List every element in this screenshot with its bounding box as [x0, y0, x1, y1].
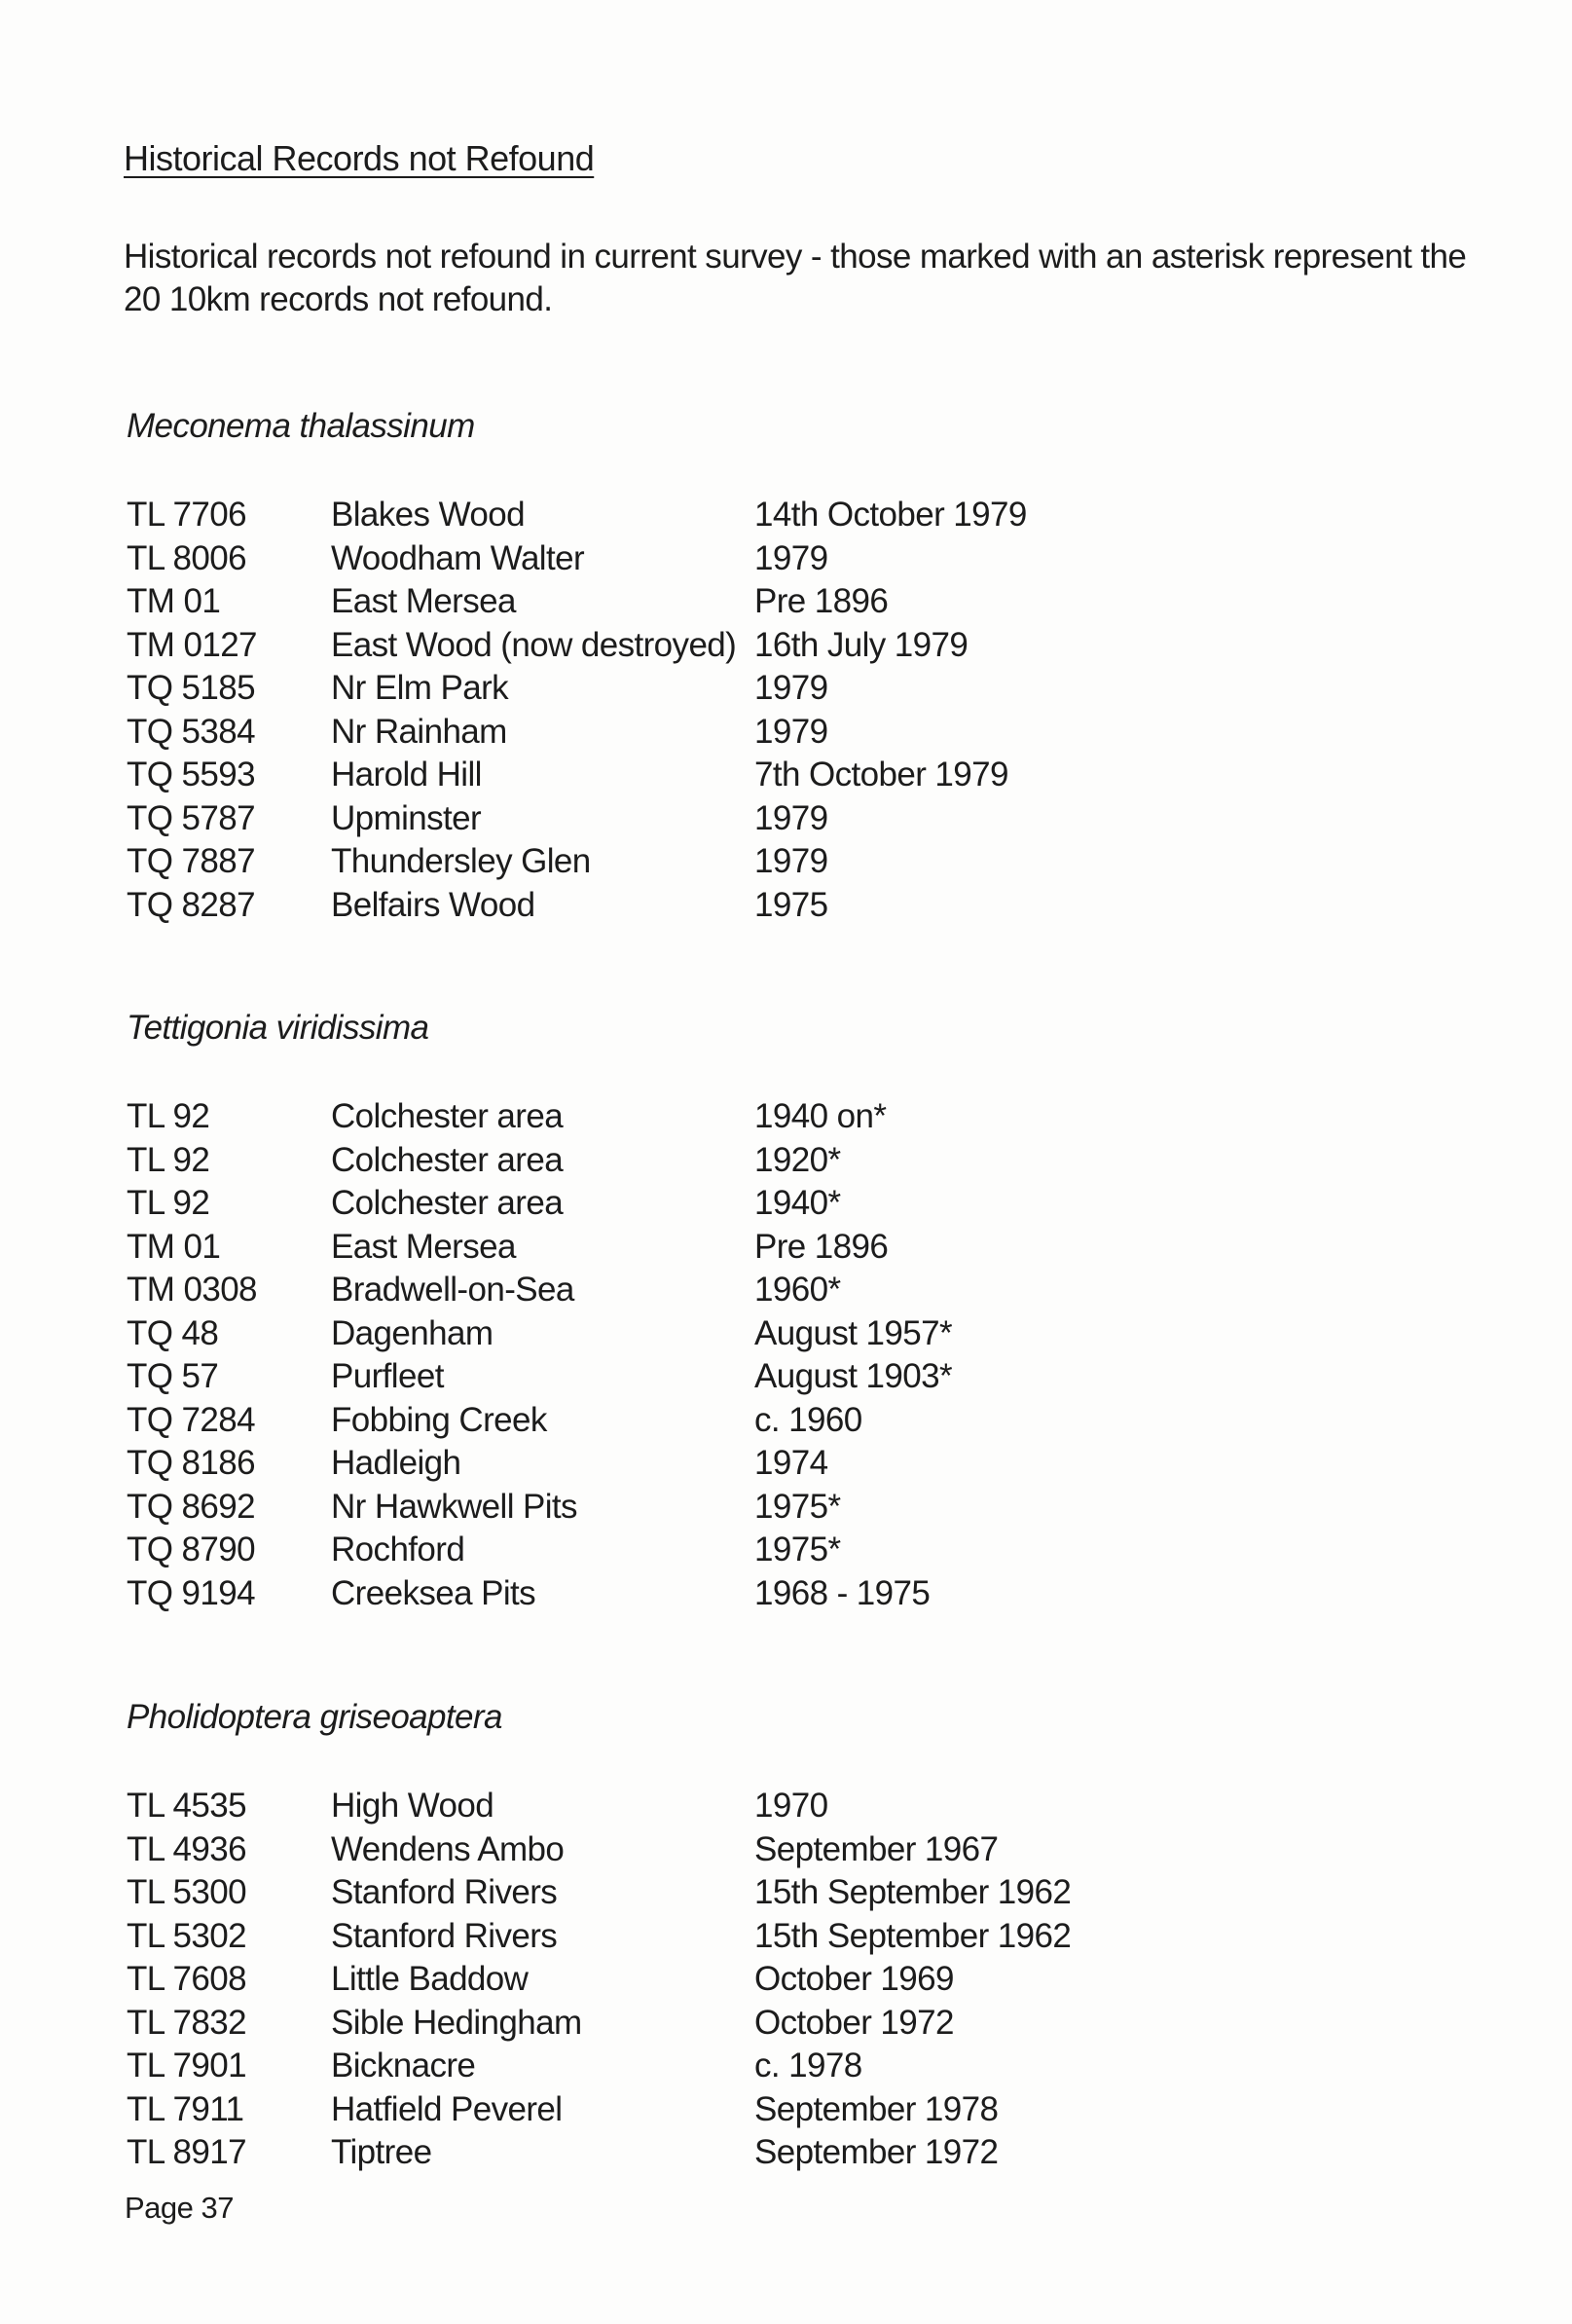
- date: August 1957*: [754, 1313, 952, 1352]
- record-row: [127, 1915, 1197, 1959]
- grid-ref: TM 01: [127, 582, 221, 620]
- date: Pre 1896: [754, 1227, 889, 1266]
- record-row: [127, 624, 1197, 668]
- grid-ref: TL 92: [127, 1140, 210, 1179]
- date: 1979: [754, 842, 828, 880]
- grid-ref: TQ 7887: [127, 842, 255, 880]
- record-row: [127, 1442, 1197, 1486]
- record-row: [127, 1529, 1197, 1572]
- location: Thundersley Glen: [331, 842, 591, 880]
- page-heading: Historical Records not Refound: [124, 138, 595, 178]
- record-row: [127, 1785, 1197, 1828]
- location: Nr Elm Park: [331, 669, 509, 707]
- location: Dagenham: [331, 1313, 494, 1352]
- grid-ref: TL 7706: [127, 496, 246, 534]
- grid-ref: TQ 8186: [127, 1444, 255, 1482]
- record-row: [127, 1269, 1197, 1312]
- date: 1974: [754, 1444, 828, 1482]
- record-row: [127, 1182, 1197, 1226]
- date: 1975: [754, 885, 828, 924]
- date: 1979: [754, 669, 828, 707]
- grid-ref: TQ 9194: [127, 1573, 255, 1612]
- grid-ref: TL 4535: [127, 1787, 246, 1825]
- date: 14th October 1979: [754, 496, 1027, 534]
- location: Wendens Ambo: [331, 1829, 565, 1868]
- location: High Wood: [331, 1787, 494, 1825]
- date: c. 1978: [754, 2047, 862, 2084]
- grid-ref: TQ 8790: [127, 1531, 255, 1568]
- species-title-meconema: Meconema thalassinum: [127, 407, 475, 445]
- record-row: [127, 1572, 1197, 1616]
- location: Upminster: [331, 798, 482, 837]
- record-row: [127, 711, 1197, 755]
- record-row: [127, 1355, 1197, 1399]
- record-row: [127, 2088, 1197, 2132]
- date: September 1978: [754, 2089, 999, 2128]
- date: 15th September 1962: [754, 1873, 1072, 1911]
- date: September 1972: [754, 2133, 999, 2171]
- record-row: [127, 754, 1197, 797]
- record-row: [127, 840, 1197, 884]
- date: September 1967: [754, 1829, 999, 1868]
- location: Fobbing Creek: [331, 1400, 547, 1439]
- location: Blakes Wood: [331, 496, 525, 534]
- grid-ref: TQ 8287: [127, 885, 255, 924]
- grid-ref: TL 7901: [127, 2047, 246, 2084]
- grid-ref: TL 7911: [127, 2089, 244, 2128]
- location: Bicknacre: [331, 2047, 476, 2084]
- location: Colchester area: [331, 1184, 564, 1222]
- location: Harold Hill: [331, 756, 482, 793]
- location: Bradwell-on-Sea: [331, 1271, 574, 1309]
- location: Nr Hawkwell Pits: [331, 1487, 577, 1526]
- records-table-pholidoptera: [127, 1785, 1197, 2175]
- grid-ref: TM 0127: [127, 625, 257, 664]
- record-row: [127, 1095, 1197, 1139]
- date: October 1972: [754, 2003, 954, 2042]
- location: Purfleet: [331, 1357, 444, 1395]
- date: 1979: [754, 538, 828, 577]
- grid-ref: TL 8006: [127, 538, 246, 577]
- location: Nr Rainham: [331, 712, 507, 751]
- record-row: [127, 2131, 1197, 2175]
- date: 1940 on*: [754, 1097, 887, 1135]
- record-row: [127, 1139, 1197, 1183]
- date: 15th September 1962: [754, 1916, 1072, 1955]
- date: 1968 - 1975: [754, 1573, 931, 1612]
- grid-ref: TM 0308: [127, 1271, 257, 1309]
- date: 16th July 1979: [754, 625, 969, 664]
- location: Rochford: [331, 1531, 465, 1568]
- grid-ref: TQ 5787: [127, 798, 255, 837]
- record-row: [127, 2002, 1197, 2046]
- grid-ref: TL 7608: [127, 1960, 246, 1998]
- location: Creeksea Pits: [331, 1573, 536, 1612]
- grid-ref: TL 5300: [127, 1873, 246, 1911]
- record-row: [127, 1958, 1197, 2002]
- date: 1979: [754, 712, 828, 751]
- grid-ref: TQ 48: [127, 1313, 219, 1352]
- date: 1979: [754, 798, 828, 837]
- record-row: [127, 884, 1197, 928]
- grid-ref: TL 8917: [127, 2133, 246, 2171]
- record-row: [127, 797, 1197, 841]
- date: August 1903*: [754, 1357, 952, 1395]
- grid-ref: TM 01: [127, 1227, 221, 1266]
- record-row: [127, 494, 1197, 537]
- location: Woodham Walter: [331, 538, 585, 577]
- location: Colchester area: [331, 1140, 564, 1179]
- record-row: [127, 1486, 1197, 1530]
- record-row: [127, 1399, 1197, 1443]
- location: Tiptree: [331, 2133, 432, 2171]
- record-row: [127, 2045, 1197, 2088]
- species-title-tettigonia: Tettigonia viridissima: [127, 1009, 429, 1047]
- date: 7th October 1979: [754, 756, 1008, 793]
- location: East Mersea: [331, 582, 516, 620]
- record-row: [127, 1226, 1197, 1270]
- grid-ref: TQ 57: [127, 1357, 219, 1395]
- grid-ref: TL 5302: [127, 1916, 246, 1955]
- grid-ref: TQ 5593: [127, 756, 255, 793]
- date: 1920*: [754, 1140, 841, 1179]
- intro-paragraph: Historical records not refound in current survey - those marked with an asterisk represent the 20 10km records not refound.: [124, 238, 1467, 318]
- records-table-meconema: [127, 494, 1197, 927]
- location: East Wood (now destroyed): [331, 625, 737, 664]
- date: 1975*: [754, 1487, 841, 1526]
- location: Stanford Rivers: [331, 1873, 558, 1911]
- date: Pre 1896: [754, 582, 889, 620]
- grid-ref: TQ 8692: [127, 1487, 255, 1526]
- record-row: [127, 1871, 1197, 1915]
- record-row: [127, 1828, 1197, 1872]
- date: 1970: [754, 1787, 828, 1825]
- record-row: [127, 667, 1197, 711]
- location: Stanford Rivers: [331, 1916, 558, 1955]
- date: October 1969: [754, 1960, 954, 1998]
- date: 1960*: [754, 1271, 841, 1309]
- grid-ref: TQ 5185: [127, 669, 255, 707]
- page-number: Page 37: [125, 2191, 234, 2225]
- grid-ref: TL 92: [127, 1097, 210, 1135]
- grid-ref: TL 92: [127, 1184, 210, 1222]
- grid-ref: TL 7832: [127, 2003, 246, 2042]
- record-row: [127, 1312, 1197, 1356]
- location: Sible Hedingham: [331, 2003, 582, 2042]
- location: Hadleigh: [331, 1444, 461, 1482]
- location: Colchester area: [331, 1097, 564, 1135]
- record-row: [127, 580, 1197, 624]
- records-table-tettigonia: [127, 1095, 1197, 1615]
- grid-ref: TQ 5384: [127, 712, 255, 751]
- date: 1940*: [754, 1184, 841, 1222]
- species-title-pholidoptera: Pholidoptera griseoaptera: [127, 1698, 502, 1736]
- date: 1975*: [754, 1531, 841, 1568]
- date: c. 1960: [754, 1400, 862, 1439]
- grid-ref: TQ 7284: [127, 1400, 255, 1439]
- location: East Mersea: [331, 1227, 516, 1266]
- location: Little Baddow: [331, 1960, 529, 1998]
- grid-ref: TL 4936: [127, 1829, 246, 1868]
- location: Belfairs Wood: [331, 885, 535, 924]
- location: Hatfield Peverel: [331, 2089, 563, 2128]
- record-row: [127, 537, 1197, 581]
